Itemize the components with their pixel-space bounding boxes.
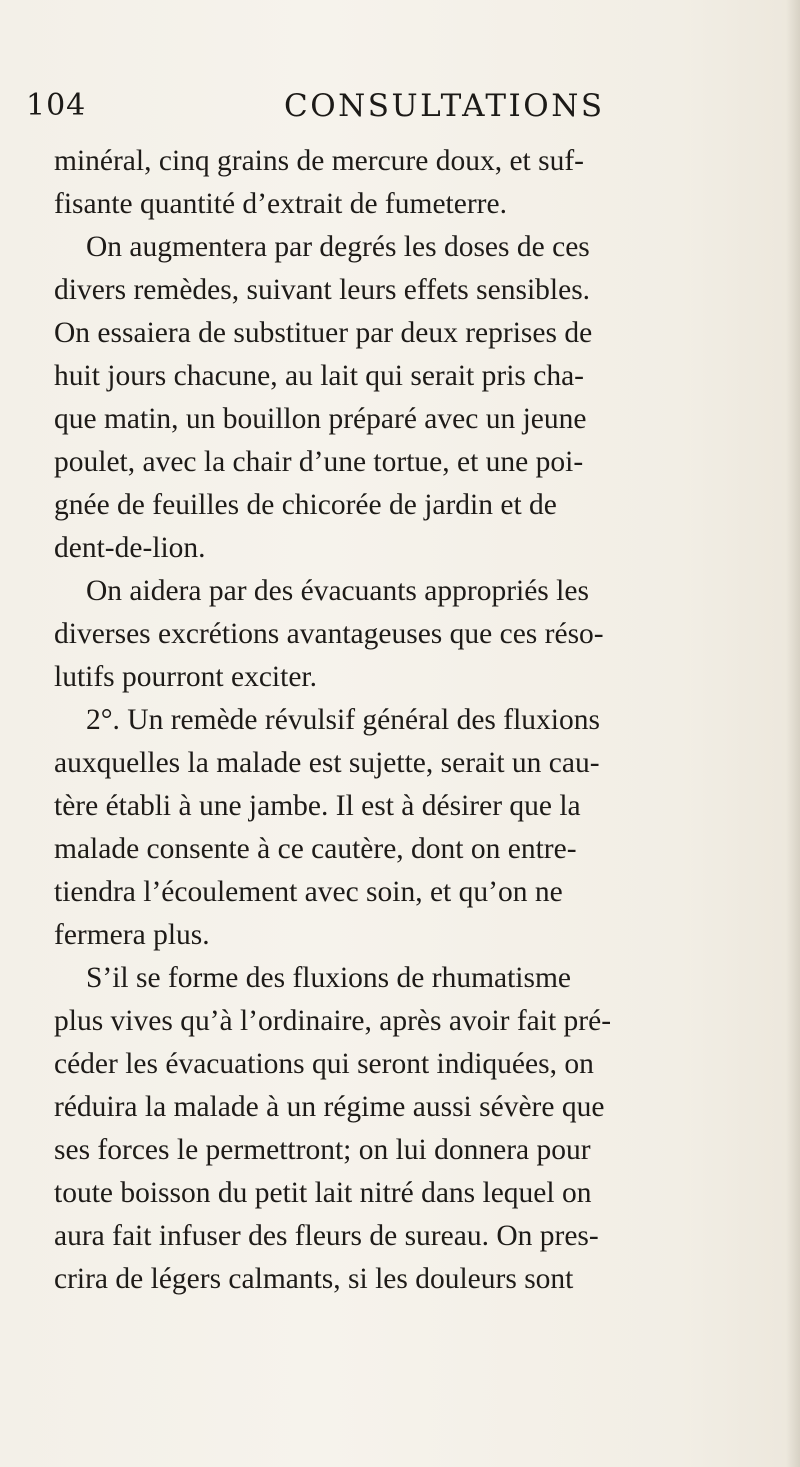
text-line: On essaiera de substituer par deux reprises de: [54, 317, 593, 349]
text-line: réduira la malade à un régime aussi sévère que: [54, 1091, 605, 1123]
text-line: fermera plus.: [54, 919, 210, 951]
text-line: ses forces le permettront; on lui donnera pour: [54, 1134, 591, 1166]
text-line: diverses excrétions avantageuses que ces réso-: [54, 618, 604, 650]
running-title: CONSULTATIONS: [284, 88, 605, 124]
text-line: crira de légers calmants, si les douleurs sont: [54, 1263, 574, 1295]
text-line: malade consente à ce cautère, dont on entre-: [54, 833, 577, 865]
text-line: céder les évacuations qui seront indiquées, on: [54, 1048, 594, 1080]
text-line: auxquelles la malade est sujette, serait un cau-: [54, 747, 600, 779]
text-line: poulet, avec la chair d’une tortue, et une poi-: [54, 446, 584, 478]
text-line: lutifs pourront exciter.: [54, 661, 317, 693]
page-header: [26, 88, 746, 140]
page-edge-shadow: [786, 0, 800, 1467]
page-number: 104: [26, 88, 87, 123]
text-line: aura fait infuser des fleurs de sureau. On pres-: [54, 1220, 599, 1252]
text-line: On augmentera par degrés les doses de ces: [86, 231, 590, 263]
text-line: minéral, cinq grains de mercure doux, et suf-: [54, 145, 584, 177]
text-line: 2°. Un remède révulsif général des fluxions: [86, 704, 600, 736]
text-line: toute boisson du petit lait nitré dans lequel on: [54, 1177, 592, 1209]
text-line: que matin, un bouillon préparé avec un jeune: [54, 403, 587, 435]
text-line: tère établi à une jambe. Il est à désirer que la: [54, 790, 581, 822]
text-line: divers remèdes, suivant leurs effets sensibles.: [54, 274, 591, 306]
text-line: S’il se forme des fluxions de rhumatisme: [86, 962, 572, 994]
text-line: gnée de feuilles de chicorée de jardin et de: [54, 489, 557, 521]
text-line: tiendra l’écoulement avec soin, et qu’on ne: [54, 876, 563, 908]
text-line: On aidera par des évacuants appropriés les: [86, 575, 589, 607]
text-line: plus vives qu’à l’ordinaire, après avoir fait pré-: [54, 1005, 612, 1037]
text-line: fisante quantité d’extrait de fumeterre.: [54, 188, 507, 220]
text-line: dent-de-lion.: [54, 532, 206, 564]
text-line: huit jours chacune, au lait qui serait pris cha-: [54, 360, 585, 392]
